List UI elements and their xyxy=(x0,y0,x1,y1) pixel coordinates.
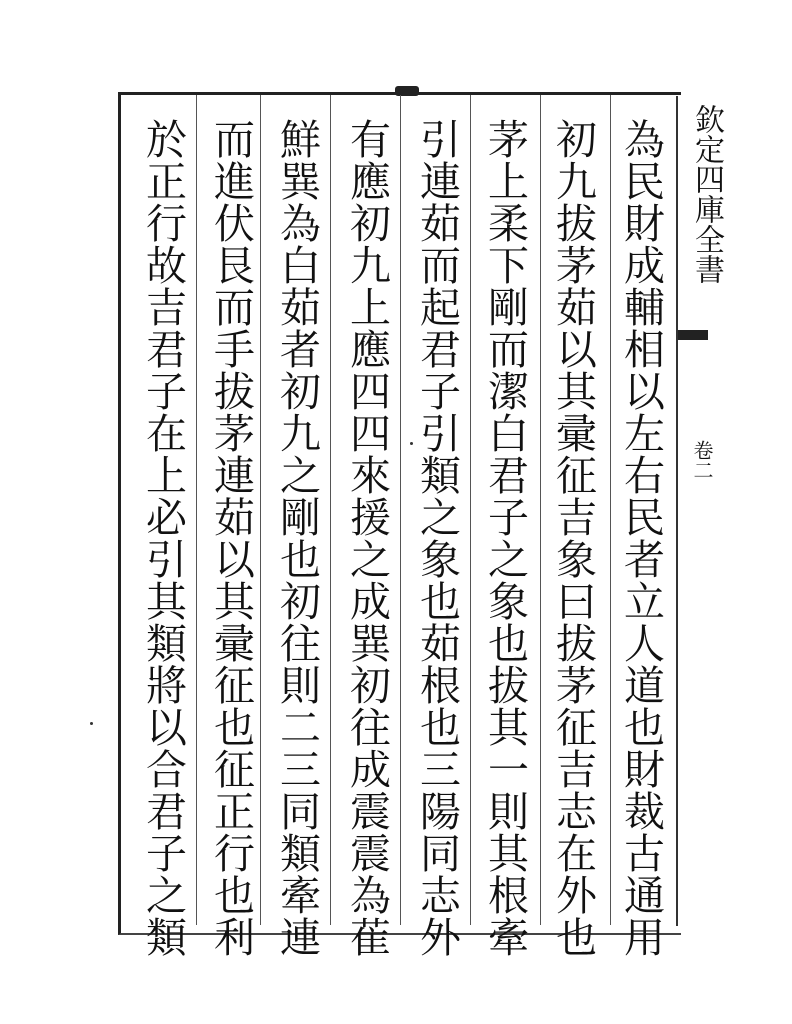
ink-speck xyxy=(410,442,413,445)
text-column-2: 初九拔茅茹以其彚征吉象曰拔茅征吉志在外也 xyxy=(549,118,597,958)
text-column-1: 為民財成輔相以左右民者立人道也財裁古通用 xyxy=(617,118,665,958)
column-rule xyxy=(470,95,471,925)
column-rule xyxy=(610,95,611,925)
column-rule xyxy=(330,95,331,925)
text-column-8: 於正行故吉君子在上必引其類將以合君子之類 xyxy=(139,118,187,958)
ink-speck xyxy=(90,722,93,725)
column-rule xyxy=(400,95,401,925)
text-column-3: 茅上柔下剛而潔白君子之象也拔其一則其根牽 xyxy=(481,118,529,958)
column-rule xyxy=(540,95,541,925)
text-column-5: 有應初九上應四四來援之成巽初往成震震為萑 xyxy=(343,118,391,958)
side-juan: 卷二 xyxy=(690,440,714,480)
fish-tail-mark xyxy=(678,330,708,340)
column-rule xyxy=(196,95,197,925)
column-rule xyxy=(260,95,261,925)
text-column-6: 鮮巽為白茹者初九之剛也初往則二三同類牽連 xyxy=(273,118,321,958)
top-mark xyxy=(395,86,419,96)
side-title: 欽定四庫全書 xyxy=(689,104,724,284)
text-column-7: 而進伏艮而手拔茅連茹以其彚征也征正行也利 xyxy=(207,118,255,958)
text-column-4: 引連茹而起君子引類之象也茹根也三陽同志外 xyxy=(413,118,461,958)
